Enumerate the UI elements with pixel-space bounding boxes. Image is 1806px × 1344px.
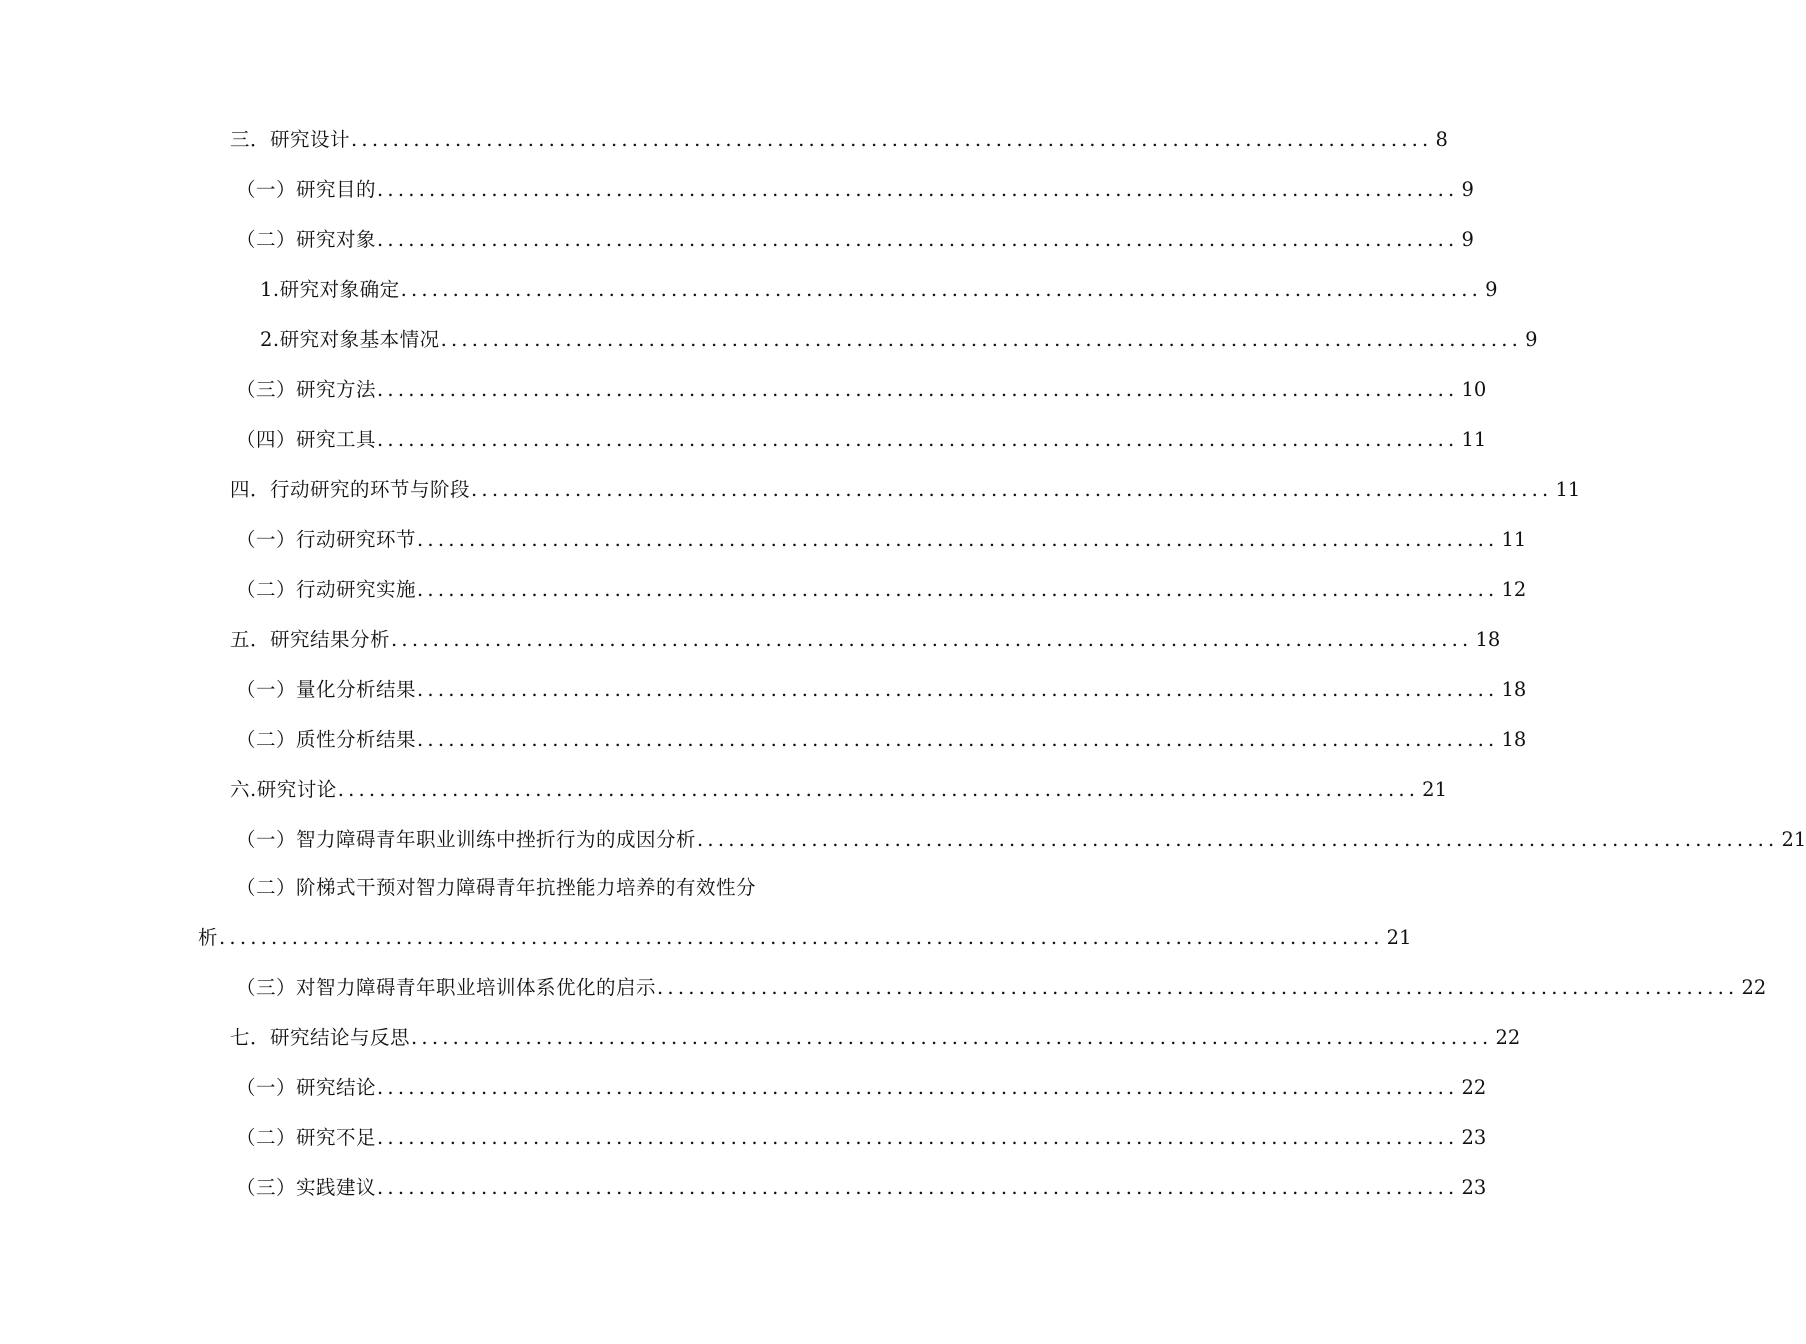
toc-entry[interactable] xyxy=(236,424,1487,456)
toc-dot-leader: ........................................................................................................ xyxy=(377,378,1459,401)
toc-entry-title: （一）研究目的 xyxy=(236,178,377,201)
toc-dot-leader: ........................................................................................................ xyxy=(377,428,1459,451)
toc-entry-page: 11 xyxy=(1501,528,1527,551)
toc-entry[interactable] xyxy=(230,774,1447,806)
toc-dot-leader: ........................................................................................................ xyxy=(417,678,1499,701)
toc-entry[interactable] xyxy=(236,224,1474,256)
toc-entry[interactable] xyxy=(230,1022,1521,1054)
toc-entry-title: 五．研究结果分析 xyxy=(230,628,391,651)
toc-entry[interactable] xyxy=(236,1172,1487,1204)
toc-entry-page: 18 xyxy=(1501,678,1527,701)
toc-entry-wrapped-last-line[interactable] xyxy=(198,922,1412,954)
toc-dot-leader: ........................................................................................................ xyxy=(417,728,1499,751)
toc-dot-leader: ........................................................................................................ xyxy=(417,528,1499,551)
toc-entry-title: （一）研究结论 xyxy=(236,1076,377,1099)
toc-entry-page: 9 xyxy=(1461,228,1474,251)
toc-entry-title: 三．研究设计 xyxy=(230,128,351,151)
toc-entry[interactable] xyxy=(236,524,1527,556)
toc-dot-leader: ........................................................................................................ xyxy=(377,1176,1459,1199)
toc-dot-leader: ........................................................................................................ xyxy=(417,578,1499,601)
toc-entry[interactable] xyxy=(236,374,1487,406)
toc-entry[interactable] xyxy=(236,724,1527,756)
toc-entry-page: 10 xyxy=(1461,378,1487,401)
toc-entry[interactable] xyxy=(236,1122,1487,1154)
toc-entry[interactable] xyxy=(230,624,1501,656)
toc-entry-title: 七．研究结论与反思 xyxy=(230,1026,411,1049)
toc-dot-leader: ................................................................................................................ xyxy=(219,926,1384,949)
toc-entry-title: （四）研究工具 xyxy=(236,428,377,451)
toc-dot-leader: ........................................................................................................ xyxy=(377,228,1459,251)
toc-entry-page: 21 xyxy=(1386,926,1412,949)
toc-entry-title: 六.研究讨论 xyxy=(230,778,337,801)
toc-dot-leader: ........................................................................................................ xyxy=(471,478,1553,501)
toc-entry-title: （一）智力障碍青年职业训练中挫折行为的成因分析 xyxy=(236,828,697,851)
toc-entry-title: （二）研究对象 xyxy=(236,228,377,251)
toc-entry[interactable] xyxy=(236,972,1767,1004)
toc-dot-leader: ........................................................................................................ xyxy=(440,328,1523,351)
toc-entry-title: （三）对智力障碍青年职业培训体系优化的启示 xyxy=(236,976,657,999)
toc-entry-page: 8 xyxy=(1435,128,1448,151)
toc-entry-title: （二）行动研究实施 xyxy=(236,578,417,601)
toc-entry-page: 9 xyxy=(1485,278,1498,301)
toc-dot-leader: ........................................................................................................ xyxy=(400,278,1483,301)
toc-entry-title: 2.研究对象基本情况 xyxy=(260,328,440,351)
toc-entry-title: （三）实践建议 xyxy=(236,1176,377,1199)
toc-entry[interactable] xyxy=(236,574,1527,606)
toc-entry-page: 18 xyxy=(1501,728,1527,751)
toc-entry-title: 1.研究对象确定 xyxy=(260,278,400,301)
toc-entry-page: 18 xyxy=(1475,628,1501,651)
toc-dot-leader: ........................................................................................................ xyxy=(411,1026,1493,1049)
toc-entry[interactable] xyxy=(260,274,1498,306)
toc-entry-title: 四．行动研究的环节与阶段 xyxy=(230,478,471,501)
toc-entry[interactable] xyxy=(236,174,1474,206)
toc-entry-page: 11 xyxy=(1461,428,1487,451)
toc-entry-page: 22 xyxy=(1461,1076,1487,1099)
toc-entry-title: （三）研究方法 xyxy=(236,378,377,401)
toc-entry-title: （二）研究不足 xyxy=(236,1126,377,1149)
toc-dot-leader: ........................................................................................................ xyxy=(657,976,1739,999)
toc-entry[interactable] xyxy=(230,474,1581,506)
toc-entry-page: 9 xyxy=(1525,328,1538,351)
toc-dot-leader: ........................................................................................................ xyxy=(377,178,1459,201)
toc-entry-title: （一）行动研究环节 xyxy=(236,528,417,551)
toc-dot-leader: ........................................................................................................ xyxy=(697,828,1779,851)
toc-entry-title: （二）阶梯式干预对智力障碍青年抗挫能力培养的有效性分 xyxy=(236,876,757,899)
toc-entry-title: 析 xyxy=(198,926,219,949)
toc-dot-leader: ........................................................................................................ xyxy=(391,628,1473,651)
toc-entry[interactable] xyxy=(236,824,1806,856)
toc-dot-leader: ........................................................................................................ xyxy=(337,778,1420,801)
toc-dot-leader: ........................................................................................................ xyxy=(377,1126,1459,1149)
toc-entry-page: 22 xyxy=(1741,976,1767,999)
toc-dot-leader: ........................................................................................................ xyxy=(351,128,1433,151)
toc-entry-wrapped-first-line[interactable] xyxy=(236,872,756,904)
toc-entry[interactable] xyxy=(260,324,1538,356)
toc-entry-page: 21 xyxy=(1781,828,1806,851)
toc-entry-page: 23 xyxy=(1461,1126,1487,1149)
toc-entry-title: （二）质性分析结果 xyxy=(236,728,417,751)
toc-entry[interactable] xyxy=(236,674,1527,706)
toc-entry-page: 22 xyxy=(1495,1026,1521,1049)
toc-entry[interactable] xyxy=(236,1072,1487,1104)
toc-entry-title: （一）量化分析结果 xyxy=(236,678,417,701)
toc-entry-page: 12 xyxy=(1501,578,1527,601)
toc-entry[interactable] xyxy=(230,124,1448,156)
toc-entry-page: 23 xyxy=(1461,1176,1487,1199)
toc-dot-leader: ........................................................................................................ xyxy=(377,1076,1459,1099)
toc-entry-page: 21 xyxy=(1422,778,1447,801)
toc-entry-page: 11 xyxy=(1555,478,1581,501)
toc-entry-page: 9 xyxy=(1461,178,1474,201)
